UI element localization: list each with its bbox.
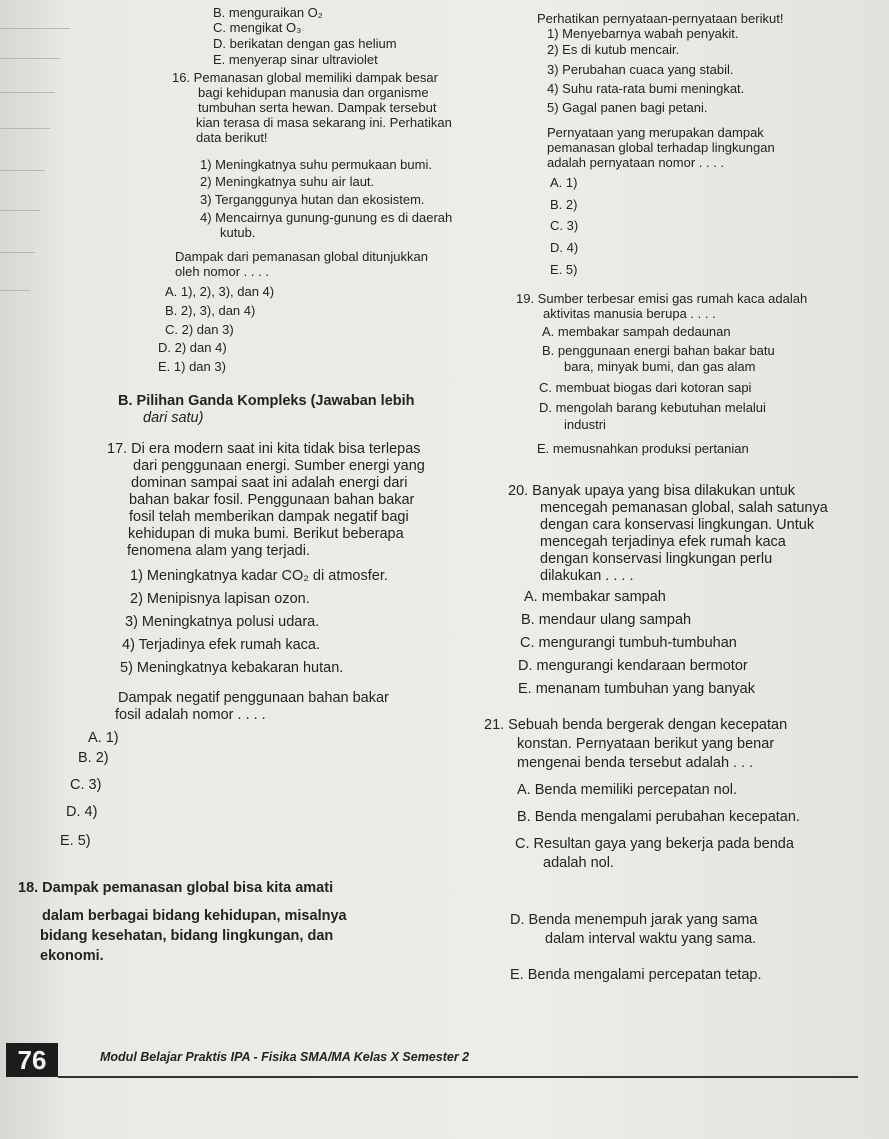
text-line: data berikut! [196, 130, 268, 145]
text-line: C. 2) dan 3) [165, 322, 234, 337]
ruled-line [0, 210, 40, 211]
text-line: B. Benda mengalami perubahan kecepatan. [517, 809, 800, 825]
text-line: D. 4) [550, 240, 579, 255]
text-line: 19. Sumber terbesar emisi gas rumah kaca adalah [516, 291, 808, 306]
text-line: 1) Meningkatnya suhu permukaan bumi. [200, 157, 432, 172]
text-line: 2) Es di kutub mencair. [547, 42, 680, 57]
text-line: mengenai benda tersebut adalah . . . [517, 755, 754, 771]
text-line: ekonomi. [40, 948, 104, 964]
text-line: dalam interval waktu yang sama. [545, 931, 757, 947]
text-line: E. 5) [550, 262, 578, 277]
text-line: 4) Mencairnya gunung-gunung es di daerah [200, 210, 453, 225]
text-line: oleh nomor . . . . [175, 264, 269, 279]
text-line: 21. Sebuah benda bergerak dengan kecepatan [484, 717, 788, 733]
text-line: kian terasa di masa sekarang ini. Perhatikan [196, 115, 452, 130]
text-line: Dampak dari pemanasan global ditunjukkan [175, 249, 428, 264]
ruled-line [0, 252, 35, 253]
book-title-footer: Modul Belajar Praktis IPA - Fisika SMA/MA Kelas X Semester 2 [100, 1050, 470, 1064]
text-line: dari satu) [143, 410, 204, 426]
text-line: Pernyataan yang merupakan dampak [547, 125, 764, 140]
text-line: E. memusnahkan produksi pertanian [537, 441, 749, 456]
text-line: Perhatikan pernyataan-pernyataan berikut! [537, 11, 784, 26]
text-line: fenomena alam yang terjadi. [127, 543, 310, 559]
text-line: E. Benda mengalami percepatan tetap. [510, 967, 762, 983]
text-line: bagi kehidupan manusia dan organisme [198, 85, 429, 100]
text-line: D. mengolah barang kebutuhan melalui [539, 400, 766, 415]
text-line: aktivitas manusia berupa . . . . [543, 306, 716, 321]
text-line: 16. Pemanasan global memiliki dampak besar [172, 70, 438, 85]
text-line: C. 3) [550, 218, 579, 233]
text-line: B. menguraikan O₂ [213, 5, 323, 20]
text-line: adalah nol. [543, 855, 614, 871]
ruled-line [0, 58, 60, 59]
text-line: D. 2) dan 4) [158, 340, 227, 355]
text-line: dengan konservasi lingkungan perlu [540, 551, 773, 567]
text-line: pemanasan global terhadap lingkungan [547, 140, 775, 155]
text-line: E. 1) dan 3) [158, 359, 226, 374]
text-line: kehidupan di muka bumi. Berikut beberapa [128, 526, 404, 542]
text-line: bidang kesehatan, bidang lingkungan, dan [40, 928, 334, 944]
text-line: 2) Meningkatnya suhu air laut. [200, 174, 375, 189]
text-line: 5) Meningkatnya kebakaran hutan. [120, 660, 344, 676]
text-line: industri [564, 417, 606, 432]
text-line: bara, minyak bumi, dan gas alam [564, 359, 756, 374]
text-line: A. membakar sampah dedaunan [542, 324, 731, 339]
text-line: D. 4) [66, 804, 98, 820]
text-line: mencegah pemanasan global, salah satunya [540, 500, 828, 516]
text-line: D. mengurangi kendaraan bermotor [518, 658, 748, 674]
text-line: B. 2) [78, 750, 109, 766]
text-line: 3) Meningkatnya polusi udara. [125, 614, 320, 630]
text-line: C. 3) [70, 777, 102, 793]
text-line: 4) Terjadinya efek rumah kaca. [122, 637, 321, 653]
text-line: fosil telah memberikan dampak negatif bagi [129, 509, 409, 525]
text-line: 5) Gagal panen bagi petani. [547, 100, 708, 115]
text-line: dilakukan . . . . [540, 568, 634, 584]
text-line: dominan sampai saat ini adalah energi dari [131, 475, 408, 491]
text-line: Dampak negatif penggunaan bahan bakar [118, 690, 389, 706]
ruled-line [0, 170, 45, 171]
text-line: 2) Menipisnya lapisan ozon. [130, 591, 310, 607]
text-line: A. 1) [88, 730, 119, 746]
text-line: E. menanam tumbuhan yang banyak [518, 681, 755, 697]
ruled-line [0, 290, 30, 291]
text-line: dalam berbagai bidang kehidupan, misalnya [42, 908, 347, 924]
text-line: 1) Meningkatnya kadar CO₂ di atmosfer. [130, 568, 388, 584]
text-line: 3) Terganggunya hutan dan ekosistem. [200, 192, 425, 207]
text-line: C. mengurangi tumbuh-tumbuhan [520, 635, 737, 651]
ruled-line [0, 28, 70, 29]
text-line: adalah pernyataan nomor . . . . [547, 155, 725, 170]
footer-divider [58, 1076, 858, 1078]
text-line: 1) Menyebarnya wabah penyakit. [547, 26, 739, 41]
text-line: A. 1) [550, 175, 578, 190]
text-line: konstan. Pernyataan berikut yang benar [517, 736, 775, 752]
text-line: B. 2), 3), dan 4) [165, 303, 256, 318]
text-line: 18. Dampak pemanasan global bisa kita amati [18, 880, 334, 896]
text-line: 17. Di era modern saat ini kita tidak bisa terlepas [107, 441, 421, 457]
text-line: B. Pilihan Ganda Kompleks (Jawaban lebih [118, 393, 415, 409]
text-line: 20. Banyak upaya yang bisa dilakukan untuk [508, 483, 795, 499]
text-line: D. Benda menempuh jarak yang sama [510, 912, 758, 928]
text-line: A. membakar sampah [524, 589, 666, 605]
text-line: B. 2) [550, 197, 578, 212]
text-line: A. Benda memiliki percepatan nol. [517, 782, 738, 798]
text-line: D. berikatan dengan gas helium [213, 36, 397, 51]
text-line: E. menyerap sinar ultraviolet [213, 52, 378, 67]
text-line: B. mendaur ulang sampah [521, 612, 692, 628]
text-line: A. 1), 2), 3), dan 4) [165, 284, 275, 299]
text-line: dari penggunaan energi. Sumber energi yang [133, 458, 425, 474]
text-line: B. penggunaan energi bahan bakar batu [542, 343, 775, 358]
text-line: C. membuat biogas dari kotoran sapi [539, 380, 752, 395]
text-line: C. mengikat O₃ [213, 20, 302, 35]
page-number: 76 [6, 1043, 58, 1077]
text-line: fosil adalah nomor . . . . [115, 707, 266, 723]
text-line: 4) Suhu rata-rata bumi meningkat. [547, 81, 745, 96]
text-line: bahan bakar fosil. Penggunaan bahan bakar [129, 492, 415, 508]
text-line: kutub. [220, 225, 256, 240]
text-line: 3) Perubahan cuaca yang stabil. [547, 62, 734, 77]
ruled-line [0, 128, 50, 129]
text-line: E. 5) [60, 833, 91, 849]
text-line: tumbuhan serta hewan. Dampak tersebut [198, 100, 437, 115]
text-line: mencegah terjadinya efek rumah kaca [540, 534, 786, 550]
text-line: dengan cara konservasi lingkungan. Untuk [540, 517, 815, 533]
ruled-line [0, 92, 55, 93]
text-line: C. Resultan gaya yang bekerja pada benda [515, 836, 794, 852]
